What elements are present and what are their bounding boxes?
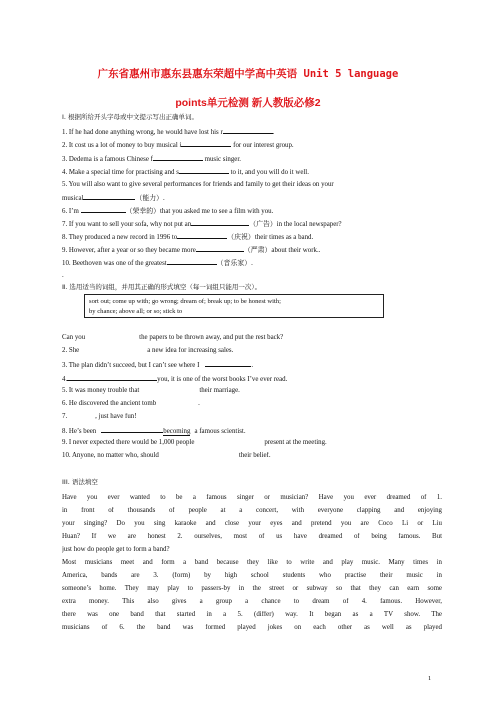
blank [153,154,203,161]
s2-item-9-text: 9. I never expected there would be 1,000 people [62,439,195,446]
s1-item-6 [62,206,442,216]
s1-item-4-tail: to it, and you will do it well. [228,169,309,176]
s1-item-8-text: 8. They produced a new record in 1996 to [62,234,178,241]
s2-item-2-tail: a new idea for increasing sales. [147,347,234,354]
s1-item-8-tail: （庆祝）their times as a band. [227,234,314,241]
s2-item-3 [62,360,442,370]
blank [205,360,254,369]
s1-item-4-text: 4. Make a special time for practising and s [62,169,179,176]
section-1-heading: Ⅰ. 根据所给开头字母或中文提示写出正确单词。 [62,113,199,121]
s1-item-10 [62,258,442,268]
s2-item-10 [62,452,442,460]
blank [177,232,227,239]
s1-item-10-tail: （音乐家）. [216,260,253,267]
s1-item-2-text: 2. It cost us a lot of money to buy musical i [62,142,182,149]
s3-line-5: just how do people get to form a band? [62,546,170,553]
blank [167,258,217,265]
s2-item-9 [62,439,442,447]
s3-line-2: in front of thousands of people at a concert, with everyone clapping and enjoying [62,507,442,514]
s2-item-3-text: 3. The plan didn’t succeed, but I can’t see where I [62,362,200,369]
phrase-box-row-2: by chance; above all; or so; stick to [89,308,183,315]
s2-item-3-tail: . [251,362,254,369]
s3-line-8: someone’s home. They may play to passers-by in the street or subway so that they can earn some [62,585,442,592]
s1-item-1-text: 1. If he had done anything wrong, he would have lost his r [62,129,223,136]
s3-line-3: your singing? Do you sing karaoke and close your eyes and pretend you are Coco Li or Liu [62,520,442,527]
s1-item-2 [62,140,442,150]
s2-item-6-text: 6. He discovered the ancient tomb [62,400,157,407]
page-title-line-1: 广东省惠州市惠东县惠东荣超中学高中英语 Unit 5 language [97,68,399,80]
s1-item-3-text: 3. Dedema is a famous Chinese f [62,156,153,163]
s2-item-1-text: Can you [62,334,86,341]
s2-item-4-tail: you, it is one of the worst books I’ve ever read. [157,376,288,383]
blank [83,193,135,200]
s2-item-1-tail: the papers to be thrown away, and put the rest back? [139,334,284,341]
s3-line-9: extra money. This also gives a group a chance to dream of 4. famous. However, [62,598,442,605]
s1-item-5-text: musical [62,195,84,202]
blank [67,374,157,381]
s2-item-5 [62,387,442,395]
s1-item-7-text: 7. If you want to sell your sofa, why not put an [62,221,192,228]
s1-item-3-tail: music singer. [202,156,241,163]
s2-item-5-tail: their marriage. [199,387,240,394]
s3-line-11: musicians of 6. the band was formed played jokes on each other as well as played [62,624,442,631]
blank [179,167,229,174]
s3-line-1: Have you ever wanted to be a famous singer or musician? Have you ever dreamed of 1. [62,494,442,501]
s2-item-4 [62,374,442,384]
s2-item-10-tail: their belief. [238,452,271,459]
s3-line-4: Huan? If we are honest 2. ourselves, most of us have dreamed of being famous. But [62,533,442,540]
s1-item-5-tail: （能力）. [135,195,165,202]
s2-item-6-tail: . [198,400,200,407]
phrase-box [84,294,384,318]
s1-item-9-tail: （严肃）about their work.. [243,247,321,254]
s1-item-9-text: 9. However, after a year or so they became more [62,247,196,254]
s1-item-5-cont [62,193,442,203]
s1-item-6-tail: （荣幸的）that you asked me to see a film with you. [125,208,274,215]
s2-item-2 [62,347,442,355]
blank [196,245,244,252]
s3-line-10: there was one band that started in a 5. (differ) way. It began as a TV show. The [62,611,442,618]
phrase-box-row-1: sort out; come up with; go wrong; dream of; break up; to be honest with; [89,298,281,305]
s2-item-10-text: 10. Anyone, no matter who, should [62,452,159,459]
s2-item-7-tail: , just have fun! [95,413,137,420]
s1-item-2-tail: for our interest group. [231,142,294,149]
page-number: 1 [428,675,432,682]
s1-item-7 [62,219,442,229]
s2-item-1 [62,334,442,342]
s1-item-1-tail: . [272,129,275,136]
s2-item-8-text: 8. He’s been [62,428,97,435]
blank [223,127,273,134]
s3-line-7: America, bands are 3. (form) by high school students who practise their music in [62,572,442,579]
s2-item-6 [62,400,442,408]
s1-item-7-tail: （广告）in the local newspaper? [249,221,342,228]
s2-item-2-text: 2. She [62,347,80,354]
section-2-heading: Ⅱ. 选用适当的词组，并用其正确的形式填空（每一词组只能用一次）。 [62,283,262,291]
s1-item-3 [62,154,442,164]
s1-item-1 [62,127,442,137]
blank [181,140,231,147]
s1-item-10-text: 10. Beethoven was one of the greatest [62,260,167,267]
s2-item-7 [62,413,442,421]
s3-line-6: Most musicians meet and form a band because they like to write and play music. Many times in [62,559,442,566]
s1-item-5: 5. You will also want to give several performances for friends and family to get their ideas on your [62,181,334,188]
section-3-heading: III. 语法填空 [62,478,98,486]
s2-item-8 [62,426,442,436]
s2-item-8-tail: a famous scientist. [194,428,246,435]
s2-item-9-tail: present at the meeting. [264,439,327,446]
s1-item-4 [62,167,442,177]
blank [191,219,249,226]
s2-item-8-underlined: becoming [163,428,191,435]
page-title-line-2: points单元检测 新人教版必修2 [175,97,321,109]
blank [81,206,126,213]
s2-item-4-text: 4. [62,376,68,383]
s2-item-7-text: 7. [62,413,68,420]
s1-item-6-text: 6. I’m [62,208,81,215]
s1-item-8 [62,232,442,242]
blank [101,426,163,433]
s1-item-9 [62,245,442,255]
stray-dot: . [62,272,64,279]
s2-item-5-text: 5. It was money trouble that [62,387,140,394]
